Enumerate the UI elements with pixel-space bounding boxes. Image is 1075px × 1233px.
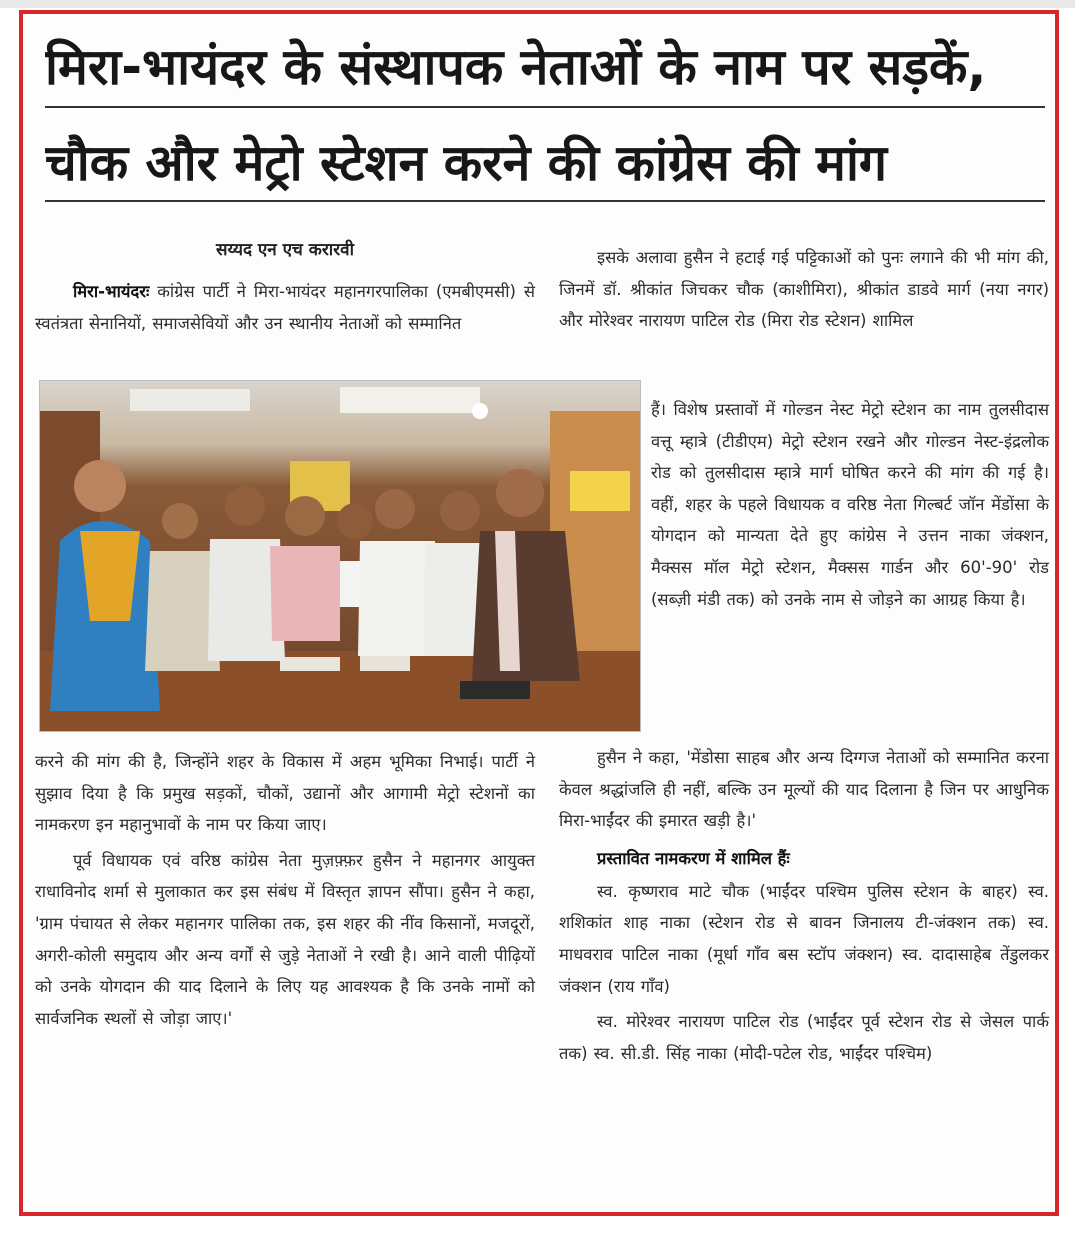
page-top-strip [0,0,1075,8]
dateline: मिरा-भायंदरः [73,282,150,301]
group-photo [39,380,641,732]
left-paragraph-1: करने की मांग की है, जिन्होंने शहर के विकास में अहम भूमिका निभाई। पार्टी ने सुझाव दिया है कि प्रमुख सड़कों, चौकों, उद्यानों और आगामी मेट्रो स्टेशनों का नामकरण इन महानुभावों के नाम पर किया जाए। [35,752,535,835]
headline-line-1: मिरा-भायंदर के संस्थापक नेताओं के नाम पर सड़कें, [45,38,987,96]
headline-underline-2 [45,200,1045,202]
left-column-top [35,276,535,339]
left-paragraph-2: पूर्व विधायक एवं वरिष्ठ कांग्रेस नेता मुज़फ़्फ़र हुसैन ने महानगर आयुक्त राधाविनोद शर्मा से मुलाकात कर इस संबंध में विस्तृत ज्ञापन सौंपा। हुसैन ने कहा, 'ग्राम पंचायत से लेकर महानगर पालिका तक, इस शहर की नींव किसानों, मजदूरों, अगरी-कोली समुदाय और अन्य वर्गों से जुड़े नेताओं ने रखी है। आने वाली पीढ़ियों को उनके योगदान की याद दिलाने के लिए यह आवश्यक है कि उनके नामों को सार्वजनिक स्थलों से जोड़ा जाए।' [35,850,535,1028]
right-column-top [559,242,1049,337]
quote-paragraph: हुसैन ने कहा, 'मेंडोसा साहब और अन्य दिग्गज नेताओं को सम्मानित करना केवल श्रद्धांजलि ही नहीं, बल्कि उन मूल्यों की याद दिलाना है जिन पर आधुनिक मिरा-भाईंदर की इमारत खड़ी है।' [559,748,1049,831]
intro-text: कांग्रेस पार्टी ने मिरा-भायंदर महानगरपालिका (एमबीएमसी) से स्वतंत्रता सेनानियों, समाजसेवियों और उन स्थानीय नेताओं को सम्मानित [35,282,535,333]
left-column-bottom [35,746,535,1034]
news-clipping [19,10,1059,1216]
right-column-bottom [559,742,1049,1069]
headline-line-2: चौक और मेट्रो स्टेशन करने की कांग्रेस की मांग [45,134,888,192]
byline: सय्यद एन एच करारवी [216,240,354,260]
intro-paragraph [35,276,535,339]
group-photo-icon [40,381,640,731]
proposed-names-paragraph-2: स्व. मोरेश्वर नारायण पाटिल रोड (भाईंदर पूर्व स्टेशन रोड से जेसल पार्क तक) स्व. सी.डी. सिंह नाका (मोदी-पटेल रोड, भाईंदर पश्चिम) [559,1012,1049,1063]
right-wrap-block [651,394,1049,615]
proposed-names-paragraph-1: स्व. कृष्णराव माटे चौक (भाईंदर पश्चिम पुलिस स्टेशन के बाहर) स्व. शशिकांत शाह नाका (स्टेशन रोड से बावन जिनालय टी-जंक्शन तक) स्व. माधवराव पाटिल नाका (मूर्धा गाँव बस स्टॉप जंक्शन) स्व. दादासाहेब तेंडुलकर जंक्शन (राय गाँव) [559,881,1049,996]
right-paragraph-2: हैं। विशेष प्रस्तावों में गोल्डन नेस्ट मेट्रो स्टेशन का नाम तुलसीदास वत्तू म्हात्रे (टीडीएम) मेट्रो स्टेशन रखने और गोल्डन नेस्ट-इंद्रलोक रोड को तुलसीदास म्हात्रे मार्ग घोषित करने की मांग की गई है। वहीं, शहर के पहले विधायक व वरिष्ठ नेता गिल्बर्ट जॉन मेंडोंसा के योगदान को मान्यता देते हुए कांग्रेस ने उत्तन नाका जंक्शन, मैक्सस मॉल मेट्रो स्टेशन, मैक्सस गार्डन और 60'-90' रोड (सब्ज़ी मंडी तक) को उनके नाम से जोड़ने का आग्रह किया है। [651,400,1049,609]
right-paragraph-1: इसके अलावा हुसैन ने हटाई गई पट्टिकाओं को पुनः लगाने की भी मांग की, जिनमें डॉ. श्रीकांत जिचकर चौक (काशीमिरा), श्रीकांत डाडवे मार्ग (नया नगर) और मोरेश्वर नारायण पाटिल रोड (मिरा रोड स्टेशन) शामिल [559,248,1049,331]
proposed-names-subhead: प्रस्तावित नामकरण में शामिल हैंः [597,848,790,868]
headline-underline-1 [45,106,1045,108]
